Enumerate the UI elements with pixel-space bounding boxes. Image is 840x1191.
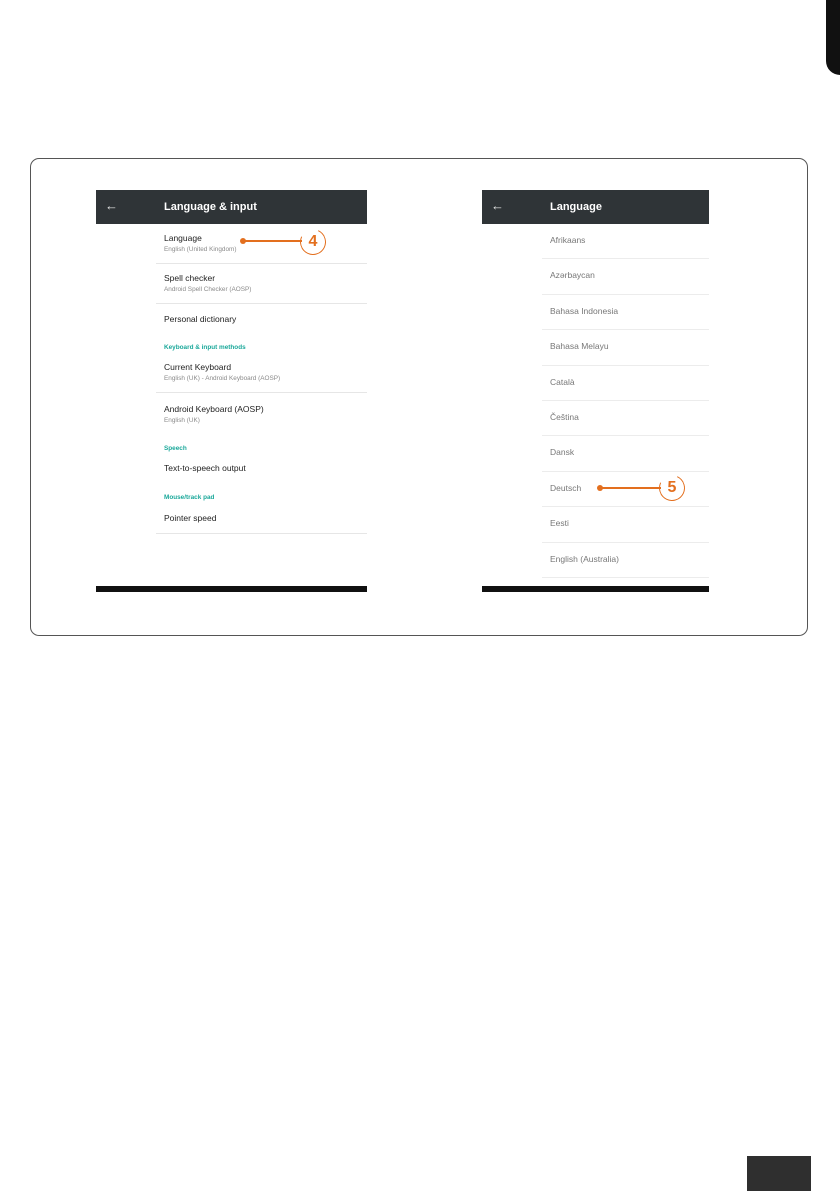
language-item[interactable] xyxy=(542,329,709,365)
language-label: Eesti xyxy=(550,518,569,529)
language-label: Deutsch xyxy=(550,482,582,493)
setting-subtitle: Android Spell Checker (AOSP) xyxy=(164,286,252,293)
language-item[interactable] xyxy=(542,542,709,578)
language-label: Afrikaans xyxy=(550,235,586,245)
language-label: Català xyxy=(550,376,575,387)
language-item[interactable] xyxy=(542,258,709,294)
callout-number: 5 xyxy=(667,479,677,496)
language-label: Bahasa Indonesia xyxy=(550,305,619,316)
setting-title: Text-to-speech output xyxy=(164,463,246,473)
language-item[interactable] xyxy=(542,365,709,401)
section-header-speech: Speech xyxy=(164,445,187,452)
language-label: Dansk xyxy=(550,447,575,458)
callout-step-5 xyxy=(597,475,689,505)
setting-subtitle: English (UK) xyxy=(164,417,200,424)
setting-current-keyboard[interactable] xyxy=(156,353,367,393)
nav-bar xyxy=(482,586,709,592)
language-label: English (Australia) xyxy=(550,553,619,564)
arrow-left-icon[interactable]: ← xyxy=(491,198,504,213)
language-label: Azərbaycan xyxy=(550,270,595,281)
language-screen xyxy=(482,190,709,592)
page-number-box xyxy=(747,1156,811,1191)
app-bar xyxy=(96,190,367,224)
callout-line xyxy=(244,240,302,241)
setting-spell-checker[interactable] xyxy=(156,264,367,304)
callout-number: 4 xyxy=(308,233,318,250)
callout-line xyxy=(601,487,661,488)
callout-step-4 xyxy=(240,229,330,259)
nav-bar xyxy=(96,586,367,592)
setting-android-keyboard[interactable] xyxy=(156,393,367,432)
setting-title: Pointer speed xyxy=(164,513,217,523)
setting-title: Android Keyboard (AOSP) xyxy=(164,404,264,414)
arrow-left-icon[interactable]: ← xyxy=(105,198,118,213)
setting-title: Current Keyboard xyxy=(164,362,232,372)
section-header-mouse: Mouse/track pad xyxy=(164,494,215,501)
language-item[interactable] xyxy=(542,506,709,542)
setting-subtitle: English (United Kingdom) xyxy=(164,246,237,253)
language-label: Čeština xyxy=(550,412,579,422)
language-label: Bahasa Melayu xyxy=(550,341,609,352)
language-item[interactable] xyxy=(542,435,709,471)
setting-title: Language xyxy=(164,233,202,243)
setting-title: Personal dictionary xyxy=(164,314,237,324)
language-item[interactable] xyxy=(542,294,709,330)
language-item[interactable] xyxy=(542,400,709,436)
screen-title: Language & input xyxy=(164,201,257,213)
language-item[interactable] xyxy=(542,223,709,259)
section-header-keyboard: Keyboard & input methods xyxy=(164,344,246,351)
screen-title: Language xyxy=(550,201,602,213)
setting-pointer-speed[interactable] xyxy=(156,504,367,534)
setting-title: Spell checker xyxy=(164,273,216,283)
page-edge-tab xyxy=(826,0,840,75)
setting-personal-dictionary[interactable] xyxy=(156,304,367,337)
setting-subtitle: English (UK) - Android Keyboard (AOSP) xyxy=(164,375,281,382)
setting-tts-output[interactable] xyxy=(156,456,367,489)
app-bar xyxy=(482,190,709,224)
